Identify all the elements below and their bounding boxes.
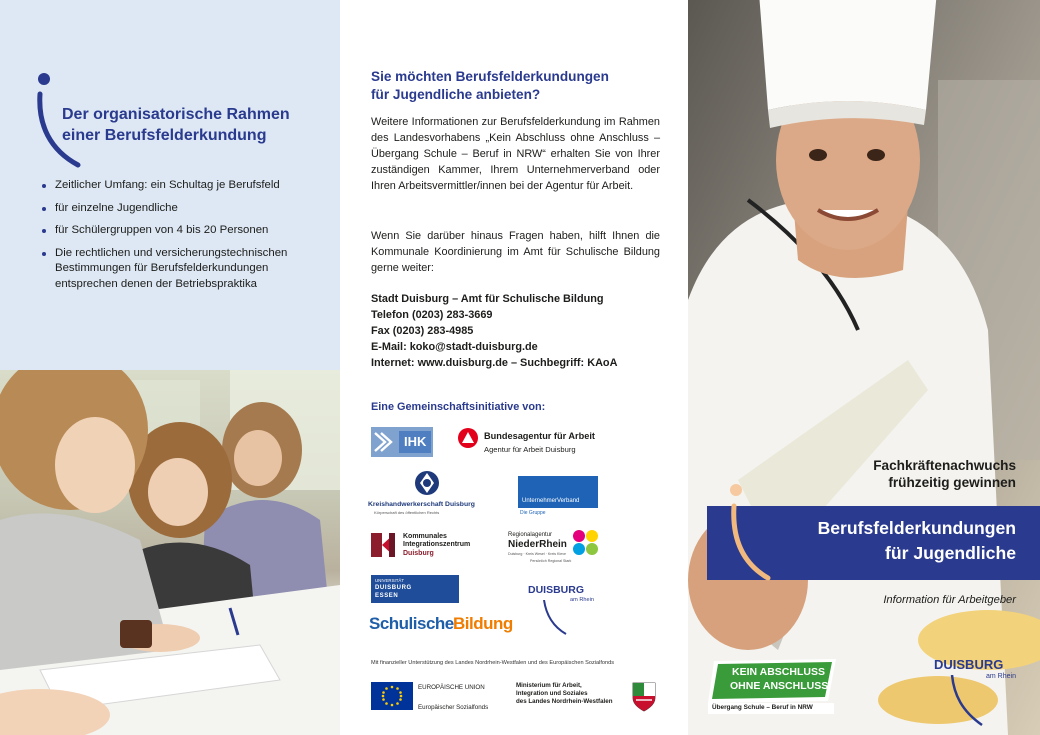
- regionalagentur-niederrhein-logo: [508, 527, 600, 569]
- contact-fax: Fax (0203) 283-4985: [371, 325, 474, 337]
- duisburg-logo: [528, 582, 598, 638]
- initiative-title: Eine Gemeinschaftsinitiative von:: [371, 401, 546, 413]
- offer-heading-line1: Sie möchten Berufsfelderkundungen: [371, 69, 609, 84]
- framework-heading: [62, 104, 332, 146]
- sb-prefix: Schulische: [369, 614, 454, 633]
- students-classroom-photo: [0, 370, 340, 735]
- duisburg-logo-text: DUISBURG: [528, 584, 585, 596]
- ihk-logo-text: IHK: [404, 434, 427, 449]
- ki-line3: Duisburg: [403, 550, 434, 557]
- framework-info-box: [0, 0, 340, 370]
- rnr-sub: Duisburg · Kreis Wesel · Kreis Kleve: [508, 552, 567, 556]
- rnr-flower-icon: [568, 527, 602, 561]
- uv-sub: Die Gruppe: [520, 510, 546, 516]
- contact-org: Stadt Duisburg – Amt für Schulische Bildung: [371, 293, 604, 305]
- duisburg-cover-swoosh-icon: [948, 675, 988, 727]
- kommunales-integrationszentrum-logo: [371, 533, 501, 559]
- contact-intro-paragraph: Wenn Sie darüber hinaus Fragen haben, hilft Ihnen die Kommunale Koordinierung im Amt für Schulische Bildung gerne weiter:: [371, 230, 660, 274]
- duisburg-cover-text: DUISBURG: [934, 657, 1004, 672]
- kaoa-line2: OHNE ANSCHLUSS: [730, 680, 829, 692]
- kaoa-logo: [708, 657, 838, 715]
- framework-heading-line1: Der organisatorische Rahmen: [62, 106, 290, 123]
- eu-sub: Europäischer Sozialfonds: [418, 704, 489, 711]
- duisburg-cover-sub: am Rhein: [986, 673, 1016, 680]
- brochure-subtitle: Information für Arbeitgeber: [883, 594, 1016, 606]
- kreishandwerkerschaft-logo: [368, 470, 488, 515]
- right-panel: [688, 0, 1040, 735]
- brochure-title: [818, 516, 1016, 566]
- brochure-title-line2: für Jugendliche: [885, 543, 1016, 563]
- list-item: Die rechtlichen und versicherungstechnischen Bestimmungen für Berufsfelderkundungen entsprechen denen der Betriebspraktika: [42, 246, 332, 293]
- ba-emblem-icon: [458, 428, 478, 448]
- contact-internet[interactable]: Internet: www.duisburg.de – Suchbegriff: KAoA: [371, 357, 618, 369]
- rnr-line2: NiederRhein: [508, 539, 567, 550]
- list-item: für einzelne Jugendliche: [42, 201, 332, 217]
- ihk-logo: [371, 427, 433, 457]
- middle-panel: [340, 0, 688, 735]
- nrw-coat-of-arms-icon: [632, 682, 656, 712]
- kaoa-line1: KEIN ABSCHLUSS: [732, 666, 825, 678]
- contact-email[interactable]: E-Mail: koko@stadt-duisburg.de: [371, 341, 538, 353]
- eu-flag-icon: [371, 682, 413, 710]
- duisburg-swoosh-icon: [540, 600, 570, 636]
- tagline-line1: Fachkräftenachwuchs: [873, 458, 1016, 473]
- offer-heading: [371, 68, 671, 104]
- ki-emblem-icon: [371, 533, 397, 557]
- title-info-i-icon: [722, 478, 782, 588]
- kh-name: Kreishandwerkerschaft Duisburg: [368, 501, 475, 508]
- info-paragraph: Weitere Informationen zur Berufsfelderkundung im Rahmen des Landesvorhabens „Kein Abschluss ohne Anschluss – Übergang Schule – Beruf in NRW“ erhalten Sie von Ihrer zuständigen Kammer, Ihrem Unternehmerverband oder Ihren Arbeitsvermittler/innen bei der Agentur für Arbeit.: [371, 116, 660, 192]
- tagline-line2: frühzeitig gewinnen: [888, 475, 1016, 490]
- ki-line2: Integrationszentrum: [403, 541, 471, 548]
- kh-sub: Körperschaft des öffentlichen Rechts: [374, 510, 440, 515]
- uni-line3: ESSEN: [375, 593, 399, 599]
- framework-heading-line2: einer Berufsfelderkundung: [62, 127, 267, 144]
- duisburg-logo-sub: am Rhein: [570, 597, 594, 603]
- chef-photo: [688, 0, 1040, 735]
- min-line1: Ministerium für Arbeit,: [516, 682, 582, 689]
- uni-duisburg-essen-logo: [371, 575, 459, 603]
- bundesagentur-logo: [458, 427, 658, 459]
- ki-line1: Kommunales: [403, 533, 447, 540]
- ministerium-logo: [516, 682, 656, 714]
- students-illustration: [0, 370, 340, 735]
- sb-suffix: Bildung: [453, 614, 513, 633]
- eu-name: EUROPÄISCHE UNION: [418, 684, 485, 691]
- offer-heading-line2: für Jugendliche anbieten?: [371, 87, 541, 102]
- ba-sub: Agentur für Arbeit Duisburg: [484, 445, 576, 454]
- uv-name: UnternehmerVerband: [522, 498, 580, 504]
- list-item: für Schülergruppen von 4 bis 20 Personen: [42, 223, 332, 239]
- funding-note: Mit finanzieller Unterstützung des Landes Nordrhein-Westfalen und des Europäischen Sozialfonds: [371, 660, 615, 666]
- schulische-bildung-logo: [369, 610, 519, 638]
- eu-logo: [371, 682, 501, 712]
- unternehmerverband-logo: [518, 476, 598, 516]
- contact-block: [371, 291, 671, 371]
- min-line2: Integration und Soziales: [516, 690, 588, 697]
- rnr-sub2: Persönlich Regional Stark: [530, 559, 572, 563]
- min-line3: des Landes Nordrhein-Westfalen: [516, 698, 613, 705]
- contact-phone: Telefon (0203) 283-3669: [371, 309, 493, 321]
- left-panel: [0, 0, 340, 735]
- ba-name: Bundesagentur für Arbeit: [484, 431, 595, 441]
- brochure-title-line1: Berufsfelderkundungen: [817, 518, 1016, 538]
- list-item: Zeitlicher Umfang: ein Schultag je Berufsfeld: [42, 178, 332, 194]
- kh-emblem-icon: [414, 470, 440, 496]
- rnr-line1: Regionalagentur: [508, 532, 553, 538]
- kaoa-sub: Übergang Schule – Beruf in NRW: [712, 704, 813, 711]
- tagline: [873, 457, 1016, 491]
- framework-list: [42, 178, 332, 299]
- duisburg-logo-cover: [934, 655, 1024, 730]
- uni-line2: DUISBURG: [375, 585, 412, 591]
- uni-line1: UNIVERSITÄT: [375, 578, 405, 583]
